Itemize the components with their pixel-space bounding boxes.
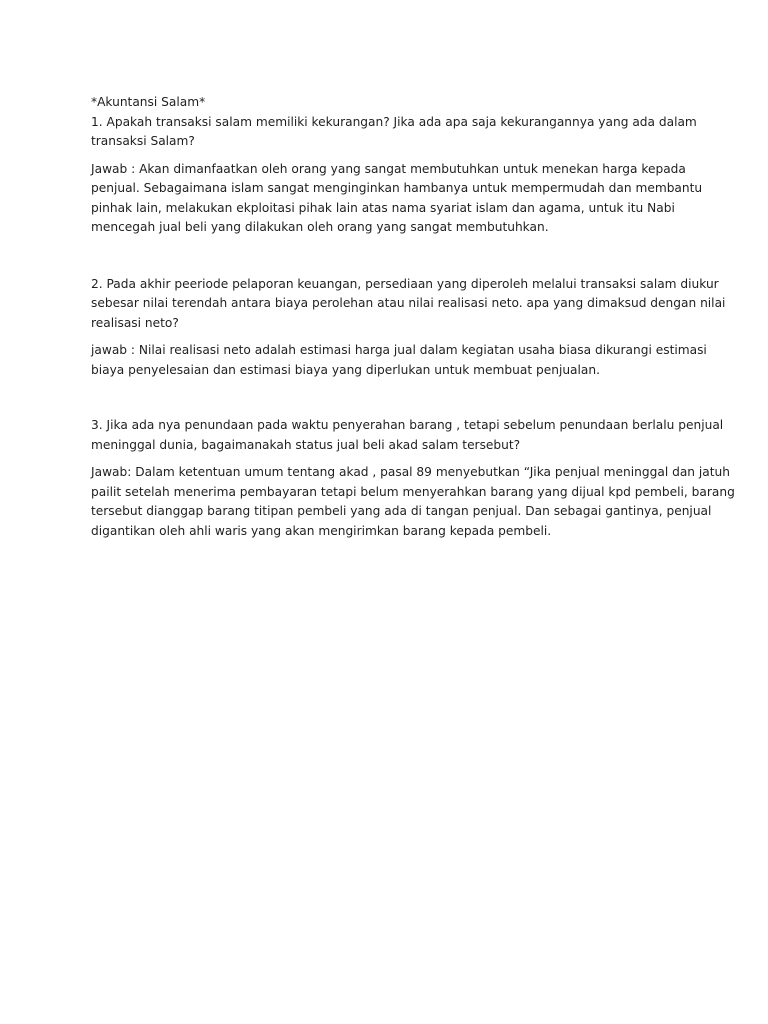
text-line: meninggal dunia, bagaimanakah status jual beli akad salam tersebut? [91, 437, 521, 452]
text-line: tersebut dianggap barang titipan pembeli yang ada di tangan penjual. Dan sebagai gantinya, penjual [91, 504, 712, 518]
text-line: jawab : Nilai realisasi neto adalah estimasi harga jual dalam kegiatan usaha biasa dikurangi estimasi [91, 343, 707, 357]
text-line: sebesar nilai terendah antara biaya perolehan atau nilai realisasi neto. apa yang dimaksud dengan nilai [91, 296, 726, 310]
text-line: transaksi Salam? [91, 134, 195, 148]
text-line: realisasi neto? [91, 315, 179, 330]
spacer [91, 380, 691, 416]
text-line: mencegah jual beli yang dilakukan oleh orang yang sangat membutuhkan. [91, 220, 549, 234]
text-line: 2. Pada akhir peeriode pelaporan keuangan, persediaan yang diperoleh melalui transaksi salam diukur [91, 276, 719, 291]
text-line: pailit setelah menerima pembayaran tetapi belum menyerahkan barang yang dijual kpd pembeli, barang [91, 484, 735, 499]
text-line: pinhak lain, melakukan ekploitasi pihak lain atas nama syariat islam dan agama, untuk itu Nabi [91, 200, 675, 215]
spacer [91, 238, 691, 275]
text-line: Jawab: Dalam ketentuan umum tentang akad , pasal 89 menyebutkan “Jika penjual meninggal dan jatuh [91, 465, 730, 479]
text-line: Jawab : Akan dimanfaatkan oleh orang yang sangat membutuhkan untuk menekan harga kepada [91, 161, 686, 176]
text-line: digantikan oleh ahli waris yang akan mengirimkan barang kepada pembeli. [91, 523, 552, 538]
document-title: *Akuntansi Salam* [91, 95, 206, 109]
answer-1 [91, 160, 703, 238]
question-3 [91, 416, 724, 455]
text-line: 1. Apakah transaksi salam memiliki kekurangan? Jika ada apa saja kekurangannya yang ada dalam [91, 114, 697, 129]
question-1 [91, 113, 697, 152]
question-2 [91, 275, 726, 334]
text-line: 3. Jika ada nya penundaan pada waktu penyerahan barang , tetapi sebelum penundaan berlalu penjual [91, 418, 724, 432]
text-line: penjual. Sebagaimana islam sangat menginginkan hambanya untuk mempermudah dan membantu [91, 181, 703, 195]
answer-3 [91, 463, 735, 541]
text-line: biaya penyelesaian dan estimasi biaya yang diperlukan untuk membuat penjualan. [91, 362, 600, 377]
answer-2 [91, 341, 707, 380]
document-body [91, 93, 735, 541]
